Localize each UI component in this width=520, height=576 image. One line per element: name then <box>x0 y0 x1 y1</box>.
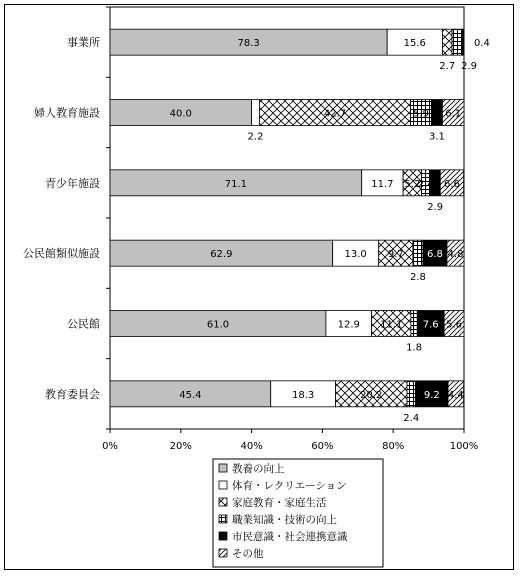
data-label: 15.6 <box>403 38 426 50</box>
data-label: 2.8 <box>410 272 426 284</box>
bar-segment <box>452 29 462 55</box>
data-label: 1.8 <box>406 342 423 354</box>
legend-label: その他 <box>232 548 264 560</box>
data-label: 18.3 <box>291 389 315 401</box>
data-label: 40.0 <box>169 108 192 120</box>
data-label: 4.8 <box>447 249 464 261</box>
data-label: 42.7 <box>323 108 347 120</box>
data-label: 11.1 <box>380 319 403 331</box>
legend-label: 家庭教育・家庭生活 <box>232 497 327 509</box>
legend-swatch <box>219 549 227 557</box>
legend-label: 体育・レクリエーション <box>232 480 347 492</box>
data-label: 3.1 <box>428 131 445 143</box>
bar-segment <box>407 381 415 407</box>
data-label: 2.7 <box>439 61 456 73</box>
data-label: 62.9 <box>210 249 233 261</box>
data-label: 78.3 <box>237 38 260 50</box>
category-label: 婦人教育施設 <box>34 106 100 120</box>
data-label: 5.9 <box>413 108 429 120</box>
x-tick-label: 0% <box>102 441 118 452</box>
x-tick-label: 40% <box>240 441 263 452</box>
data-label: 2.4 <box>417 178 434 190</box>
x-tick-label: 100% <box>449 441 479 452</box>
data-label: 2.4 <box>403 412 420 424</box>
legend-label: 教養の向上 <box>232 463 285 475</box>
data-label: 12.9 <box>337 319 360 331</box>
legend-swatch <box>219 498 227 506</box>
legend-swatch <box>219 464 227 472</box>
data-label: 5.6 <box>446 319 463 331</box>
stacked-bar-chart <box>5 5 513 569</box>
x-tick-label: 60% <box>311 441 334 452</box>
bar-segment <box>411 311 417 337</box>
data-label: 61.0 <box>206 319 230 331</box>
data-label: 4.4 <box>447 389 464 401</box>
data-label: 2.9 <box>461 61 478 73</box>
plot-area <box>110 7 464 429</box>
chart-frame <box>4 4 514 570</box>
bar-segment <box>442 29 452 55</box>
data-label: 2.2 <box>247 131 264 143</box>
legend-label: 市民意識・社会連携意識 <box>232 531 348 543</box>
data-label: 6.1 <box>445 108 462 120</box>
data-label: 5.2 <box>404 178 421 190</box>
data-label: 9.7 <box>387 249 404 261</box>
data-label: 0.4 <box>474 38 490 50</box>
data-label: 6.8 <box>427 249 443 261</box>
x-tick-label: 80% <box>382 441 405 452</box>
legend-label: 職業知識・技術の向上 <box>232 514 337 526</box>
data-label: 71.1 <box>224 178 247 190</box>
bar-segment <box>252 100 260 126</box>
bar-segment <box>431 100 442 126</box>
legend-swatch <box>219 532 227 540</box>
data-label: 7.6 <box>422 319 439 331</box>
bar-segment <box>462 29 463 55</box>
data-label: 13.0 <box>344 249 367 261</box>
data-label: 45.4 <box>179 389 202 401</box>
category-label: 公民館類似施設 <box>23 247 100 261</box>
category-label: 公民館 <box>67 317 100 331</box>
category-label: 教育委員会 <box>45 387 100 401</box>
data-label: 11.7 <box>371 178 394 190</box>
data-label: 20.2 <box>360 389 383 401</box>
x-tick-label: 20% <box>169 441 192 452</box>
data-label: 6.6 <box>444 178 460 190</box>
legend-swatch <box>219 481 227 489</box>
category-label: 事業所 <box>67 36 100 50</box>
category-label: 青少年施設 <box>45 176 100 190</box>
legend-swatch <box>219 515 227 523</box>
data-label: 9.2 <box>423 389 440 401</box>
bar-segment <box>413 240 423 266</box>
data-label: 2.9 <box>427 201 444 213</box>
